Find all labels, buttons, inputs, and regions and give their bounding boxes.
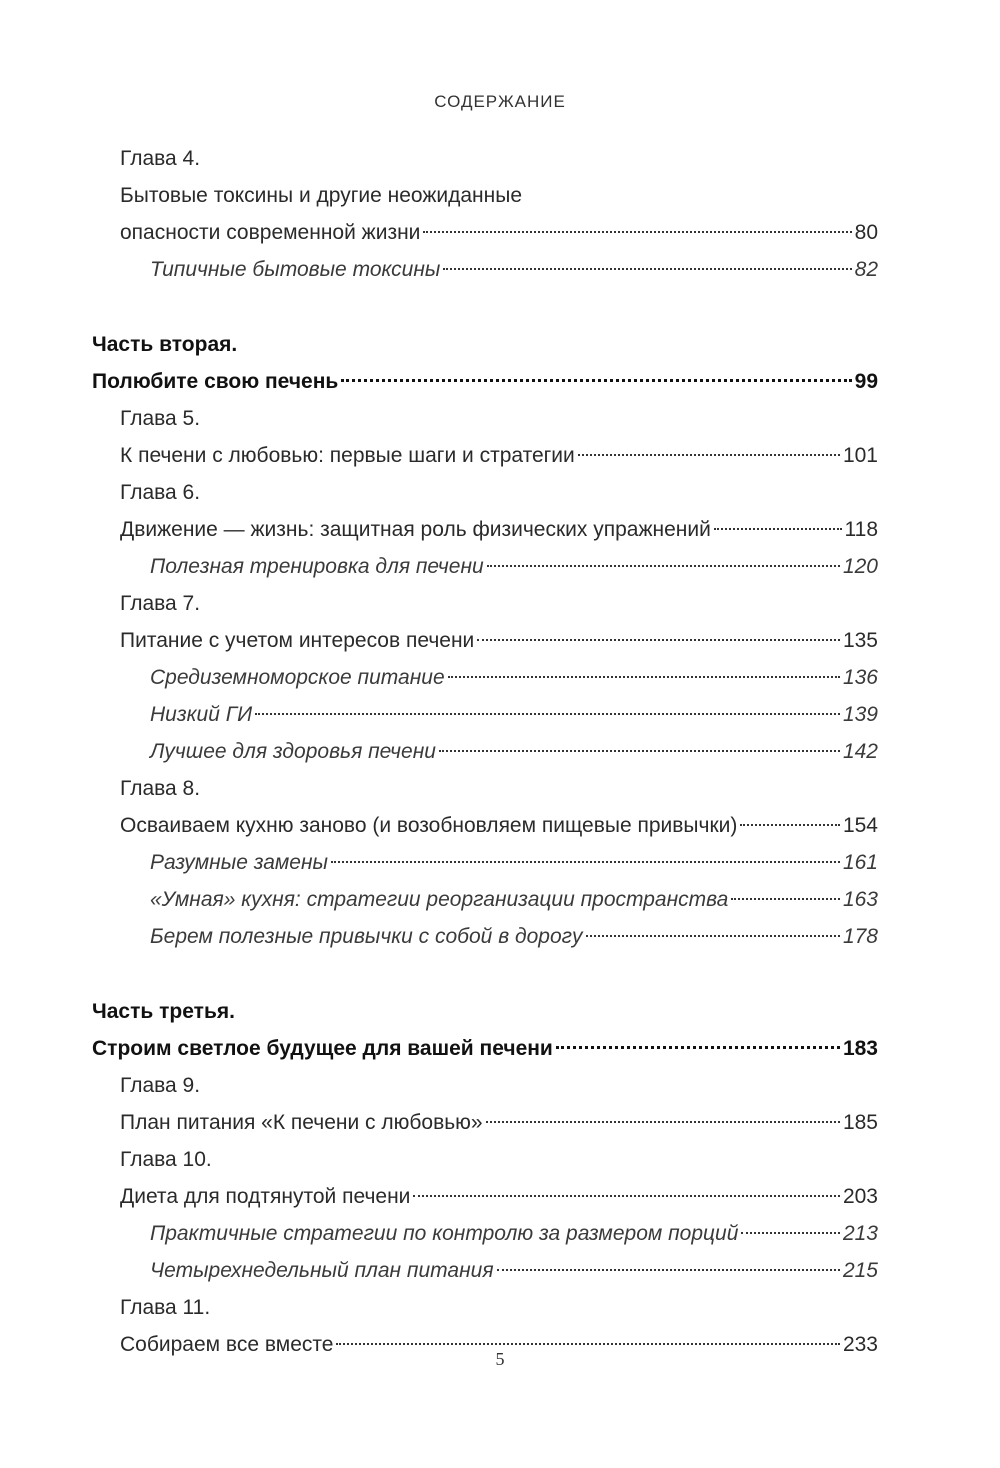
toc-entry-title: Собираем все вместе bbox=[120, 1333, 334, 1356]
toc-chapter-entry bbox=[120, 177, 878, 214]
toc-chapter-entry bbox=[120, 1141, 878, 1178]
dot-leader bbox=[578, 454, 840, 456]
toc-entry-page: 161 bbox=[842, 851, 878, 874]
toc-part-entry bbox=[92, 1030, 878, 1067]
toc-entry-page: 183 bbox=[842, 1037, 878, 1060]
toc-chapter-entry bbox=[120, 1067, 878, 1104]
toc-part-entry bbox=[92, 993, 878, 1030]
toc-entry-title: Глава 10. bbox=[120, 1148, 212, 1171]
toc-entry-title: опасности современной жизни bbox=[120, 221, 421, 244]
toc-chapter-entry bbox=[120, 1104, 878, 1141]
dot-leader bbox=[439, 750, 840, 752]
toc-entry-page: 185 bbox=[842, 1111, 878, 1134]
toc-entry-title: Берем полезные привычки с собой в дорогу bbox=[150, 925, 583, 948]
toc-entry-title: Средиземноморское питание bbox=[150, 666, 445, 689]
toc-entry-title: Глава 7. bbox=[120, 592, 201, 615]
toc-chapter-entry bbox=[120, 437, 878, 474]
toc-chapter-entry bbox=[120, 474, 878, 511]
toc-chapter-entry bbox=[120, 622, 878, 659]
toc-entry-title: Питание с учетом интересов печени bbox=[120, 629, 475, 652]
toc-subsection-entry bbox=[150, 1215, 878, 1252]
dot-leader bbox=[740, 824, 840, 826]
toc-entry-title: Типичные бытовые токсины bbox=[150, 258, 441, 281]
toc-chapter-entry bbox=[120, 1289, 878, 1326]
toc-chapter-entry bbox=[120, 585, 878, 622]
toc-entry-page: 178 bbox=[842, 925, 878, 948]
toc-chapter-entry bbox=[120, 1178, 878, 1215]
toc-entry-page: 213 bbox=[842, 1222, 878, 1245]
toc-part-entry bbox=[92, 363, 878, 400]
dot-leader bbox=[443, 268, 851, 270]
toc-entry-page: 80 bbox=[854, 221, 878, 244]
toc-entry-title: Бытовые токсины и другие неожиданные bbox=[120, 184, 523, 207]
toc-entry-title: Полезная тренировка для печени bbox=[150, 555, 484, 578]
toc-entry-page: 233 bbox=[842, 1333, 878, 1356]
toc-entry-title: «Умная» кухня: стратегии реорганизации пространства bbox=[150, 888, 729, 911]
dot-leader bbox=[413, 1195, 840, 1197]
toc-subsection-entry bbox=[150, 696, 878, 733]
toc-part-entry bbox=[92, 326, 878, 363]
dot-leader bbox=[486, 1121, 840, 1123]
toc-entry-title: Глава 5. bbox=[120, 407, 201, 430]
dot-leader bbox=[477, 639, 840, 641]
toc-entry-page: 82 bbox=[854, 258, 878, 281]
dot-leader bbox=[586, 935, 840, 937]
toc-entry-title: Низкий ГИ bbox=[150, 703, 253, 726]
toc-chapter-entry bbox=[120, 807, 878, 844]
section-gap bbox=[92, 955, 878, 993]
toc-entry-title: Полюбите свою печень bbox=[92, 370, 339, 393]
toc-chapter-entry bbox=[120, 214, 878, 251]
toc-entry-title: Разумные замены bbox=[150, 851, 328, 874]
toc-entry-title: Лучшее для здоровья печени bbox=[150, 740, 436, 763]
toc-entry-title: Практичные стратегии по контролю за размером порций bbox=[150, 1222, 739, 1245]
toc-chapter-entry bbox=[120, 770, 878, 807]
dot-leader bbox=[255, 713, 840, 715]
section-gap bbox=[92, 288, 878, 326]
dot-leader bbox=[336, 1343, 840, 1345]
toc-subsection-entry bbox=[150, 659, 878, 696]
toc-entry-title: Четырехнедельный план питания bbox=[150, 1259, 494, 1282]
toc-entry-title: Часть третья. bbox=[92, 1000, 235, 1023]
toc-entry-title: К печени с любовью: первые шаги и стратегии bbox=[120, 444, 575, 467]
dot-leader bbox=[714, 528, 842, 530]
toc-entry-page: 215 bbox=[842, 1259, 878, 1282]
toc-entry-title: Движение — жизнь: защитная роль физических упражнений bbox=[120, 518, 711, 541]
toc-entry-title: План питания «К печени с любовью» bbox=[120, 1111, 483, 1134]
toc-entry-title: Глава 6. bbox=[120, 481, 201, 504]
dot-leader bbox=[341, 379, 851, 382]
dot-leader bbox=[741, 1232, 840, 1234]
toc-entry-title: Глава 8. bbox=[120, 777, 201, 800]
dot-leader bbox=[448, 676, 840, 678]
toc-entry-page: 101 bbox=[842, 444, 878, 467]
toc-chapter-entry bbox=[120, 140, 878, 177]
dot-leader bbox=[556, 1046, 840, 1049]
table-of-contents bbox=[92, 140, 878, 1363]
toc-entry-page: 163 bbox=[842, 888, 878, 911]
toc-entry-page: 118 bbox=[844, 518, 878, 541]
toc-entry-title: Глава 11. bbox=[120, 1296, 211, 1319]
toc-subsection-entry bbox=[150, 844, 878, 881]
dot-leader bbox=[487, 565, 840, 567]
toc-entry-title: Глава 9. bbox=[120, 1074, 201, 1097]
page-header: СОДЕРЖАНИЕ bbox=[434, 92, 566, 111]
toc-subsection-entry bbox=[150, 1252, 878, 1289]
toc-subsection-entry bbox=[150, 548, 878, 585]
toc-entry-page: 142 bbox=[842, 740, 878, 763]
dot-leader bbox=[331, 861, 840, 863]
toc-subsection-entry bbox=[150, 918, 878, 955]
dot-leader bbox=[497, 1269, 840, 1271]
toc-chapter-entry bbox=[120, 511, 878, 548]
dot-leader bbox=[423, 231, 851, 233]
dot-leader bbox=[731, 898, 840, 900]
toc-entry-title: Часть вторая. bbox=[92, 333, 238, 356]
toc-entry-page: 120 bbox=[842, 555, 878, 578]
toc-entry-title: Осваиваем кухню заново (и возобновляем пищевые привычки) bbox=[120, 814, 738, 837]
toc-entry-title: Глава 4. bbox=[120, 147, 201, 170]
toc-entry-page: 135 bbox=[842, 629, 878, 652]
toc-entry-title: Диета для подтянутой печени bbox=[120, 1185, 411, 1208]
toc-entry-page: 99 bbox=[854, 370, 878, 393]
toc-subsection-entry bbox=[150, 251, 878, 288]
toc-subsection-entry bbox=[150, 733, 878, 770]
toc-chapter-entry bbox=[120, 400, 878, 437]
toc-entry-title: Строим светлое будущее для вашей печени bbox=[92, 1037, 553, 1060]
toc-entry-page: 154 bbox=[842, 814, 878, 837]
toc-entry-page: 139 bbox=[842, 703, 878, 726]
toc-entry-page: 203 bbox=[842, 1185, 878, 1208]
toc-entry-page: 136 bbox=[842, 666, 878, 689]
page-number: 5 bbox=[495, 1349, 505, 1369]
toc-subsection-entry bbox=[150, 881, 878, 918]
